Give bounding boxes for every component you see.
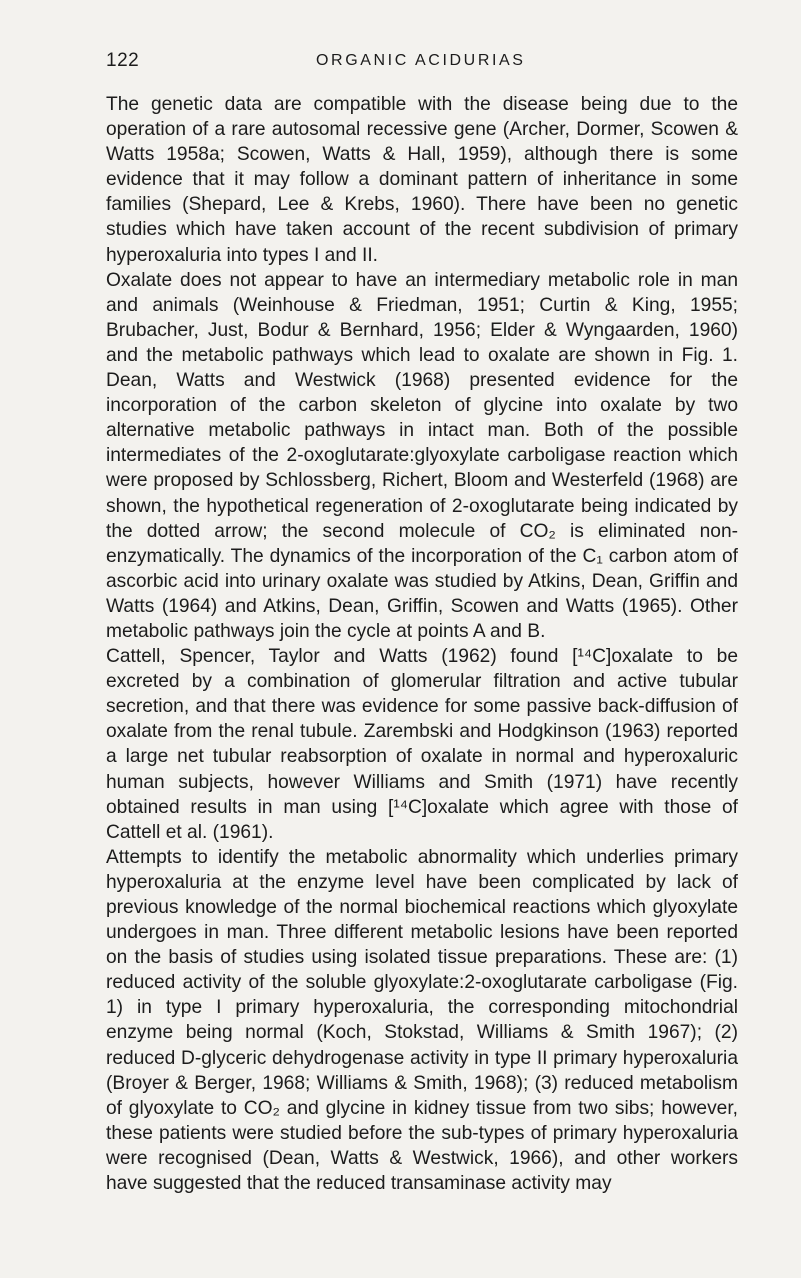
running-title: ORGANIC ACIDURIAS	[316, 52, 526, 69]
running-head	[106, 50, 738, 80]
paragraph-genetic-data: The genetic data are compatible with the disease being due to the operation of a rare autosomal recessive gene (Archer, Dormer, Scowen & Watts 1958a; Scowen, Watts & Hall, 1959), although there is some evidence that it may follow a dominant pattern of inheritance in some families (Shepard, Lee & Krebs, 1960). There have been no genetic studies which have taken account of the recent subdivision of primary hyperoxaluria into types I and II.	[106, 94, 738, 266]
paragraph-oxalate-metabolism: Oxalate does not appear to have an intermediary metabolic role in man and animals (Weinhouse & Friedman, 1951; Curtin & King, 1955; Brubacher, Just, Bodur & Bernhard, 1956; Elder & Wyngaarden, 1960) and the metabolic pathways which lead to oxalate are shown in Fig. 1. Dean, Watts and Westwick (1968) presented evidence for the incorporation of the carbon skeleton of glycine into oxalate by two alternative metabolic pathways in intact man. Both of the possible intermediates of the 2-oxoglutarate:glyoxylate carboligase reaction which were proposed by Schlossberg, Richert, Bloom and Westerfeld (1968) are shown, the hypothetical regeneration of 2-oxoglutarate being indicated by the dotted arrow; the second molecule of CO₂ is eliminated non-enzymatically. The dynamics of the incorporation of the C₁ carbon atom of ascorbic acid into urinary oxalate was studied by Atkins, Dean, Griffin and Watts (1964) and Atkins, Dean, Griffin, Scowen and Watts (1965). Other metabolic pathways join the cycle at points A and B.	[106, 269, 738, 642]
paragraph-enzyme-abnormality: Attempts to identify the metabolic abnormality which underlies primary hyperoxaluria at the enzyme level have been complicated by lack of previous knowledge of the normal biochemical reactions which glyoxylate undergoes in man. Three different metabolic lesions have been reported on the basis of studies using isolated tissue preparations. These are: (1) reduced activity of the soluble glyoxylate:2-oxoglutarate carboligase (Fig. 1) in type I primary hyperoxaluria, the corresponding mitochondrial enzyme being normal (Koch, Stokstad, Williams & Smith 1967); (2) reduced D-glyceric dehydrogenase activity in type II primary hyperoxaluria (Broyer & Berger, 1968; Williams & Smith, 1968); (3) reduced metabolism of glyoxylate to CO₂ and glycine in kidney tissue from two sibs; however, these patients were studied before the sub-types of primary hyperoxaluria were recognised (Dean, Watts & Westwick, 1966), and other workers have suggested that the reduced transaminase activity may	[106, 846, 738, 1195]
page-number: 122	[106, 50, 140, 71]
paragraph-renal-excretion: Cattell, Spencer, Taylor and Watts (1962) found [¹⁴C]oxalate to be excreted by a combination of glomerular filtration and active tubular secretion, and that there was evidence for some passive back-diffusion of oxalate from the renal tubule. Zarembski and Hodgkinson (1963) reported a large net tubular reabsorption of oxalate in normal and hyperoxaluric human subjects, however Williams and Smith (1971) have recently obtained results in man using [¹⁴C]oxalate which agree with those of Cattell et al. (1961).	[106, 646, 738, 843]
body-text	[106, 92, 738, 1196]
